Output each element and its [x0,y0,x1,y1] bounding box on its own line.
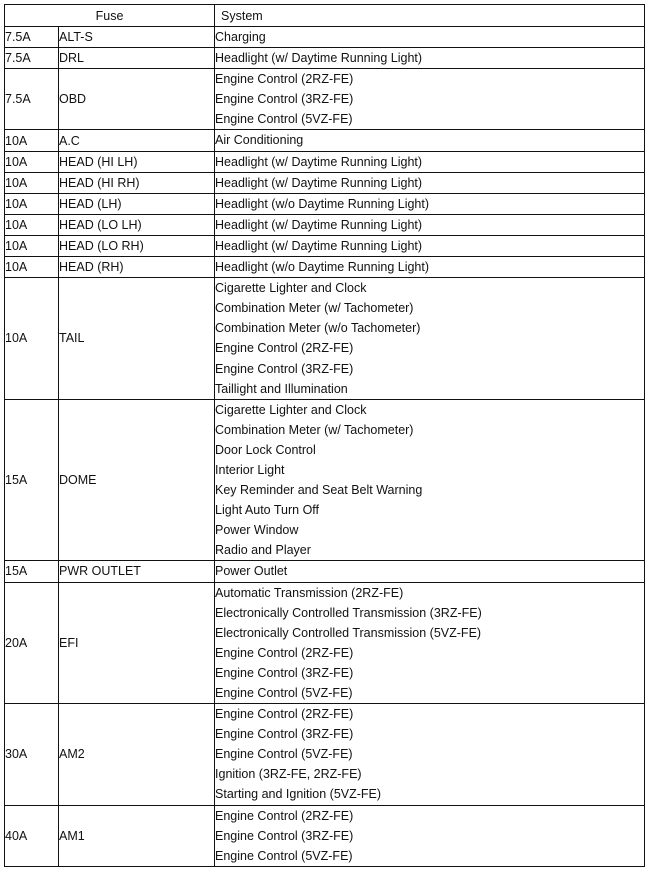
system-item: Engine Control (5VZ-FE) [215,112,353,127]
system-item: Combination Meter (w/ Tachometer) [215,301,414,316]
table-row [5,257,645,278]
system-cell [215,704,645,805]
system-item: Ignition (3RZ-FE, 2RZ-FE) [215,767,362,782]
system-item: Starting and Ignition (5VZ-FE) [215,787,382,802]
fuse-amperage: 10A [5,278,59,400]
table-header [5,5,645,27]
table-row [5,151,645,172]
fuse-name: AM1 [59,805,215,866]
system-cell [215,130,645,151]
system-item: Engine Control (3RZ-FE) [215,828,354,843]
system-item: Engine Control (3RZ-FE) [215,727,354,742]
system-item: Radio and Player [215,543,311,558]
fuse-name: HEAD (HI RH) [59,172,215,193]
system-cell [215,399,645,561]
fuse-name: PWR OUTLET [59,561,215,582]
table-row [5,561,645,582]
system-item: Automatic Transmission (2RZ-FE) [215,585,404,600]
fuse-name: ALT-S [59,27,215,48]
system-item: Headlight (w/ Daytime Running Light) [215,154,423,169]
system-item: Engine Control (2RZ-FE) [215,707,354,722]
system-item: Engine Control (2RZ-FE) [215,645,354,660]
fuse-name: DRL [59,48,215,69]
system-item: Headlight (w/ Daytime Running Light) [215,175,423,190]
fuse-name: HEAD (RH) [59,257,215,278]
table-body [5,27,645,867]
fuse-amperage: 10A [5,172,59,193]
table-row [5,27,645,48]
table-row [5,704,645,805]
fuse-name: TAIL [59,278,215,400]
system-item: Engine Control (5VZ-FE) [215,848,353,863]
system-cell [215,27,645,48]
system-item: Taillight and Illumination [215,381,348,396]
table-row [5,582,645,704]
system-item: Engine Control (3RZ-FE) [215,361,354,376]
system-cell [215,805,645,866]
system-item: Cigarette Lighter and Clock [215,281,367,296]
fuse-name: OBD [59,69,215,130]
system-item: Electronically Controlled Transmission (5VZ-FE) [215,625,482,640]
fuse-amperage: 10A [5,193,59,214]
system-item: Air Conditioning [215,133,304,148]
system-item: Interior Light [215,462,285,477]
fuse-name: HEAD (LO LH) [59,214,215,235]
fuse-name: EFI [59,582,215,704]
system-cell [215,582,645,704]
system-cell [215,48,645,69]
fuse-amperage: 10A [5,235,59,256]
table-row [5,278,645,400]
system-item: Headlight (w/ Daytime Running Light) [215,217,423,232]
system-item: Light Auto Turn Off [215,503,320,518]
fuse-amperage: 15A [5,561,59,582]
fuse-amperage: 10A [5,151,59,172]
fuse-amperage: 20A [5,582,59,704]
fuse-name: HEAD (LO RH) [59,235,215,256]
system-item: Engine Control (2RZ-FE) [215,72,354,87]
system-cell [215,214,645,235]
system-item: Power Window [215,523,299,538]
fuse-amperage: 7.5A [5,27,59,48]
system-item: Combination Meter (w/o Tachometer) [215,321,421,336]
header-row [5,5,645,27]
system-item: Headlight (w/o Daytime Running Light) [215,260,430,275]
system-item: Engine Control (2RZ-FE) [215,808,354,823]
system-column-header: System [215,5,645,27]
system-item: Electronically Controlled Transmission (3RZ-FE) [215,605,482,620]
system-item: Headlight (w/ Daytime Running Light) [215,51,423,66]
fuse-name: HEAD (HI LH) [59,151,215,172]
system-item: Engine Control (5VZ-FE) [215,747,353,762]
table-row [5,193,645,214]
table-row [5,130,645,151]
system-item: Headlight (w/ Daytime Running Light) [215,238,423,253]
fuse-amperage: 7.5A [5,69,59,130]
fuse-amperage: 10A [5,257,59,278]
system-item: Engine Control (3RZ-FE) [215,92,354,107]
fuse-amperage: 15A [5,399,59,561]
system-cell [215,69,645,130]
fuse-amperage: 10A [5,130,59,151]
system-item: Key Reminder and Seat Belt Warning [215,483,423,498]
system-item: Power Outlet [215,564,288,579]
table-row [5,399,645,561]
table-row [5,805,645,866]
system-cell [215,235,645,256]
system-item: Engine Control (3RZ-FE) [215,665,354,680]
system-cell [215,257,645,278]
system-item: Engine Control (2RZ-FE) [215,341,354,356]
system-cell [215,151,645,172]
system-item: Cigarette Lighter and Clock [215,402,367,417]
table-row [5,172,645,193]
fuse-amperage: 30A [5,704,59,805]
fuse-name: AM2 [59,704,215,805]
system-item: Engine Control (5VZ-FE) [215,686,353,700]
fuse-name: DOME [59,399,215,561]
fuse-table [4,4,645,867]
fuse-amperage: 40A [5,805,59,866]
system-cell [215,172,645,193]
fuse-amperage: 7.5A [5,48,59,69]
system-cell [215,193,645,214]
table-row [5,235,645,256]
fuse-column-header: Fuse [5,5,215,27]
system-cell [215,278,645,400]
table-row [5,69,645,130]
system-item: Door Lock Control [215,442,316,457]
system-cell [215,561,645,582]
fuse-name: A.C [59,130,215,151]
fuse-name: HEAD (LH) [59,193,215,214]
table-row [5,48,645,69]
system-item: Headlight (w/o Daytime Running Light) [215,196,430,211]
system-item: Charging [215,30,266,44]
fuse-amperage: 10A [5,214,59,235]
table-row [5,214,645,235]
system-item: Combination Meter (w/ Tachometer) [215,422,414,437]
